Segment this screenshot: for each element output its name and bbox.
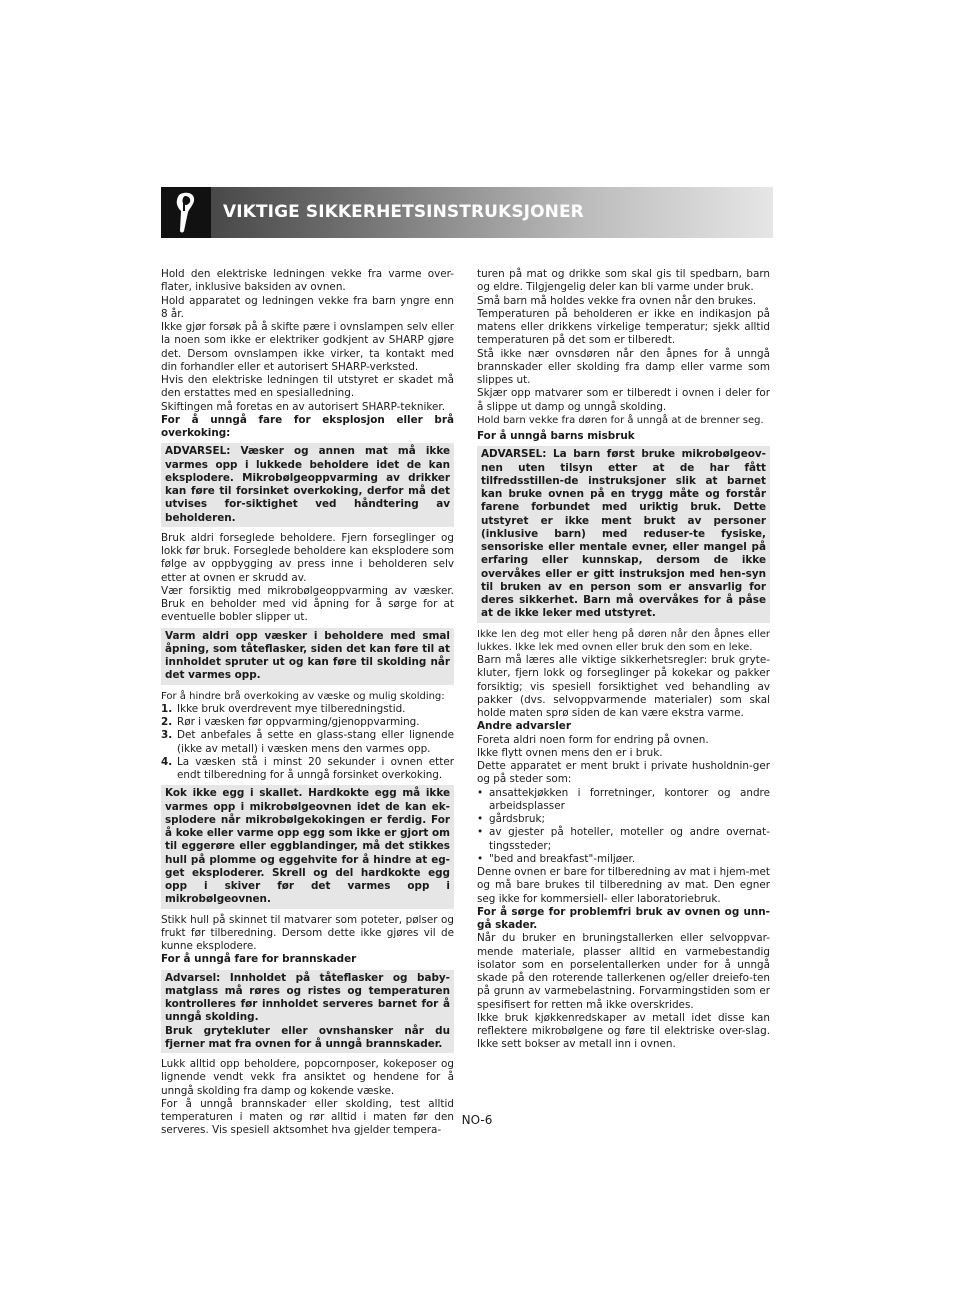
paragraph: Bruk aldri forseglede beholdere. Fjern forseglinger og lokk før bruk. Forseglede beholdere kan eksplodere som følge av oppbygging av press inne i beholderen selv etter at ovnen er skrudd av. [161,531,454,584]
paragraph: Stikk hull på skinnet til matvarer som poteter, pølser og frukt før tilberedning. Dersom dette ikke gjøres vil de kunne eksplodere. [161,913,454,952]
list-item: 2. Rør i væsken før oppvarming/gjenoppvarming. [161,716,420,728]
list-item: • ansattekjøkken i forretninger, kontorer og andre arbeidsplasser [477,787,770,814]
page-title: VIKTIGE SIKKERHETSINSTRUKSJONER [223,202,584,222]
paragraph: Barn må læres alle viktige sikkerhetsregler: bruk gryte-kluter, fjern lokk og forseglinger på kokekar og pakker forsiktig; vis spesiell forsiktighet ved behandling av pakker (dvs. selvoppvarmende materialer) som skal holde maten sprø siden de kan være ekstra varme. [477,654,770,719]
icon-box [161,187,211,238]
section-header [161,187,773,238]
paragraph: Hold apparatet og ledningen vekke fra barn yngre enn 8 år. [161,294,454,320]
paragraph: Vær forsiktig med mikrobølgeoppvarming av væsker. Bruk en beholder med vid åpning for å sørge for at eventuelle bobler slipper ut. [161,584,454,624]
list-item: 3. Det anbefales å sette en glass-stang eller lignende (ikke av metall) i væsken mens den varmes opp. [161,729,454,755]
paragraph: Når du bruker en bruningstallerken eller selvoppvar-mende materiale, plasser alltid en varmebestandig isolator som en porselentallerken under for å unngå skade på den roterende tallerkenen og/eller dreiefo-ten på grunn av varmebelastning. Forvarmingstiden som er spesifisert for retten må ikke overskrides. [477,932,770,1011]
paragraph: Hold barn vekke fra døren for å unngå at de brenner seg. [477,414,764,426]
warning-box [161,628,454,685]
paragraph: Hvis den elektriske ledningen til utstyret er skadet må den erstattes med en spesialledning. [161,374,454,400]
paragraph: Skiftingen må foretas en av autorisert SHARP-tekniker. [161,400,446,413]
paragraph: Skjær opp matvarer som er tilberedt i ovnen i deler for å slippe ut damp og unngå skolding. [477,387,770,413]
left-column [161,268,454,1138]
warning-box [477,446,770,622]
list-item: 1. Ikke bruk overdrevent mye tilberedningstid. [161,702,406,715]
subheading: For å unngå barns misbruk [477,430,635,442]
paragraph: Dette apparatet er ment brukt i private husholdnin-ger og på steder som: [477,760,770,786]
paragraph: Stå ikke nær ovnsdøren når den åpnes for å unngå brannskader eller skolding fra damp eller varme som slippes ut. [477,347,770,386]
paragraph: Foreta aldri noen form for endring på ovnen. [477,733,709,746]
warning-box [161,443,454,527]
paragraph: Små barn må holdes vekke fra ovnen når den brukes. [477,294,757,307]
warning-text: Bruk grytekluter eller ovnshansker når du fjerner mat fra ovnen for å unngå brannskader. [165,1024,450,1050]
subheading: For å unngå fare for eksplosjon eller brå overkoking: [161,413,454,439]
paragraph: Ikke gjør forsøk på å skifte pære i ovnslampen selv eller la noen som ikke er elektriker godkjent av SHARP gjøre det. Dersom ovnslampen ikke virker, ta kontakt med din forhandler eller et autorisert SHARP-verksted. [161,321,454,373]
warning-text: ADVARSEL: Væsker og annen mat må ikke varmes opp i lukkede beholdere idet de kan eksplodere. Mikrobølgeoppvarming av drikker kan føre til forsinket overkoking, derfor må det utvises for-siktighet ved håndtering av beholderen. [165,445,450,524]
paragraph: Denne ovnen er bare for tilberedning av mat i hjem-met og må bare brukes til tilberedning av mat. Den egner seg ikke for kommersiell- eller laboratoriebruk. [477,866,770,905]
hand-pointing-icon [170,191,202,235]
paragraph: For å unngå brannskader eller skolding, test alltid temperaturen i maten og rør alltid i maten før den serveres. Vis spesiell aktsomhet hva gjelder tempera- [161,1097,454,1137]
warning-box [161,785,454,908]
warning-box [161,970,454,1054]
warning-text: ADVARSEL: La barn først bruke mikrobølgeov-nen uten tilsyn etter at de har fått tilfredsstillen-de instruksjoner slik at barnet kan bruke ovnen på en trygg måte og forstår farene forbundet med uriktig bruk. Dette utstyret er ikke ment brukt av personer (inklusive barn) med reduser-te fysiske, sensoriske eller mentale evner, eller mangel på erfaring eller kunnskap, dersom de ikke overvåkes eller er gitt instruksjon med hen-syn til bruken av en person som er ansvarlig for deres sikkerhet. Barn må overvåkes for å påse at de ikke leker med utstyret. [481,448,766,620]
list-item: • av gjester på hoteller, moteller og andre overnat-tingssteder; [477,826,770,853]
list-item: • "bed and breakfast"-miljøer. [477,853,770,866]
warning-text: Kok ikke egg i skallet. Hardkokte egg må ikke varmes opp i mikrobølgeovnen idet de kan ek-splodere når mikrobølgekokingen er ferdig. For å koke eller varme opp egg som ikke er gjort om til eggerøre eller eggblandinger, må det stikkes hull på plomme og eggehvite for å hindre at eg-get eksploderer. Skrell og del hardkokte egg opp i skiver før det varmes opp i mikrobølgeovnen. [165,787,450,906]
paragraph: Ikke flytt ovnen mens den er i bruk. [477,746,663,759]
paragraph: Lukk alltid opp beholdere, popcornposer, kokeposer og lignende vendt vekk fra ansiktet og hendene for å unngå skolding fra damp og kokende væske. [161,1058,454,1097]
numbered-list [161,703,454,783]
paragraph: Temperaturen på beholderen er ikke en indikasjon på matens eller drikkens virkelige temperatur; sjekk alltid temperaturen på det som er tilberedt. [477,307,770,347]
page-number: NO-6 [461,1113,493,1127]
subheading: Andre advarsler [477,720,571,733]
paragraph: Ikke bruk kjøkkenredskaper av metall idet disse kan reflektere mikrobølgene og føre til elektriske over-slag. Ikke sett bokser av metall inn i ovnen. [477,1011,770,1051]
paragraph: Hold den elektriske ledningen vekke fra varme over-flater, inklusive baksiden av ovnen. [161,268,454,294]
subheading: For å sørge for problemfri bruk av ovnen og unn-gå skader. [477,905,770,931]
bullet-list [477,787,770,867]
subheading: For å unngå fare for brannskader [161,953,357,966]
list-item: 4. La væsken stå i minst 20 sekunder i ovnen etter endt tilberedning for å unngå forsinket overkoking. [161,755,454,781]
list-item: • gårdsbruk; [477,813,770,826]
paragraph: Ikke len deg mot eller heng på døren når den åpnes eller lukkes. Ikke lek med ovnen eller bruk den som en leke. [477,628,770,653]
paragraph: For å hindre brå overkoking av væske og mulig skolding: [161,690,445,702]
paragraph: turen på mat og drikke som skal gis til spedbarn, barn og eldre. Tilgjengelig deler kan bli varme under bruk. [477,268,770,294]
warning-text: Advarsel: Innholdet på tåteflasker og baby-matglass må røres og ristes og temperaturen kontrolleres før innholdet serveres barnet for å unngå skolding. [165,971,450,1024]
right-column [477,268,770,1052]
warning-text: Varm aldri opp væsker i beholdere med smal åpning, som tåteflasker, siden det kan føre til at innholdet spruter ut og kan føre til skolding når det varmes opp. [165,629,450,682]
